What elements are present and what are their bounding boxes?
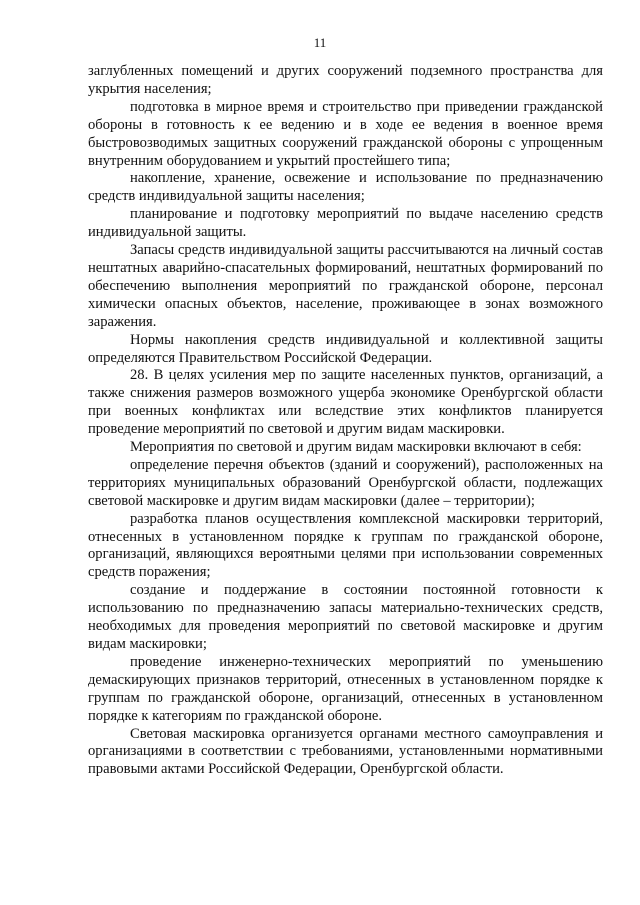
paragraph: Световая маскировка организуется органами местного самоуправления и организациями в соответствии с требованиями, установленными нормативными правовыми актами Российской Федерации, Оренбургской области. <box>88 725 603 778</box>
paragraph: создание и поддержание в состоянии постоянной готовности к использованию по предназначению запасы материально-технических средств, необходимых для проведения мероприятий по световой маскировке и другим видам маскировки; <box>88 582 603 652</box>
paragraph: проведение инженерно-технических мероприятий по уменьшению демаскирующих признаков территорий, отнесенных в установленном порядке к группам по гражданской обороне, организаций, отнесенных в установленном порядке к категориям по гражданской обороне. <box>88 653 603 724</box>
paragraph: Мероприятия по световой и другим видам маскировки включают в себя: <box>130 439 582 456</box>
paragraph: разработка планов осуществления комплексной маскировки территорий, отнесенных в установленном порядке к группам по гражданской обороне, организаций, являющихся вероятными целями при использовании современных средств поражения; <box>88 510 603 581</box>
paragraph: определение перечня объектов (зданий и сооружений), расположенных на территориях муниципальных образований Оренбургской области, подлежащих световой маскировке и другим видам маскировки (далее – территории); <box>88 456 603 509</box>
paragraph: подготовка в мирное время и строительство при приведении гражданской обороны в готовность к ее ведению и в ходе ее ведения в военное время быстровозводимых защитных сооружений гражданской обороны с упрощенным внутренним оборудованием и укрытий простейшего типа; <box>88 98 603 169</box>
document-body <box>88 63 603 779</box>
paragraph: Запасы средств индивидуальной защиты рассчитываются на личный состав нештатных аварийно-спасательных формирований, нештатных формирований по обеспечению выполнения мероприятий по гражданской обороне, персонал химически опасных объектов, население, проживающее в зонах возможного заражения. <box>88 242 603 330</box>
paragraph: 28. В целях усиления мер по защите населенных пунктов, организаций, а также снижения размеров возможного ущерба экономике Оренбургской области при военных конфликтах или вследствие этих конфликтов планируется проведение мероприятий по световой и другим видам маскировки. <box>88 367 603 438</box>
page-number: 11 <box>313 35 327 50</box>
paragraph: заглубленных помещений и других сооружений подземного пространства для укрытия населения; <box>88 63 603 97</box>
paragraph: планирование и подготовку мероприятий по выдаче населению средств индивидуальной защиты. <box>88 206 603 241</box>
paragraph: накопление, хранение, освежение и использование по предназначению средств индивидуальной защиты населения; <box>88 170 603 205</box>
paragraph: Нормы накопления средств индивидуальной и коллективной защиты определяются Правительством Российской Федерации. <box>88 331 603 366</box>
